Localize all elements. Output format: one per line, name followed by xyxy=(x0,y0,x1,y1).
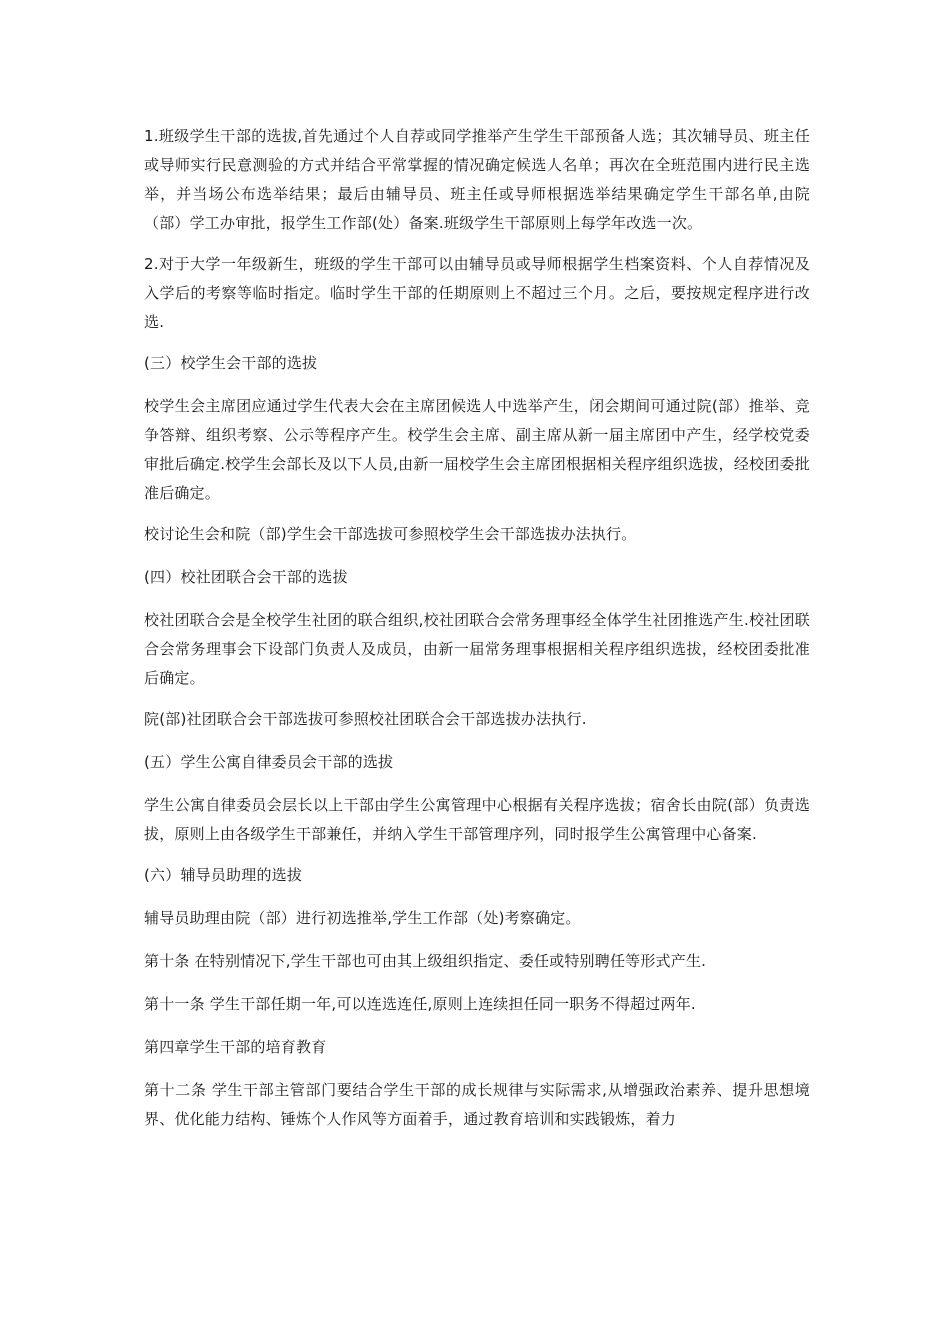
paragraph-club-federation: 校社团联合会是全校学生社团的联合组织,校社团联合会常务理事经全体学生社团推选产生.校社团联合会常务理事会下设部门负责人及成员，由新一届常务理事根据相关程序组织选拔，经校团委批准后确定。 xyxy=(144,611,810,687)
paragraph-department-club-reference: 院(部)社团联合会干部选拔可参照校社团联合会干部选拔办法执行. xyxy=(144,710,587,728)
document-body xyxy=(144,122,810,1146)
article-eleven: 第十一条 学生干部任期一年,可以连选连任,原则上连续担任同一职务不得超过两年. xyxy=(144,995,696,1013)
paragraph-student-union-presidium: 校学生会主席团应通过学生代表大会在主席团候选人中选举产生，闭会期间可通过院(部）推举、竞争答辩、组织考察、公示等程序产生。校学生会主席、副主席从新一届主席团中产生，经学校党委审批后确定.校学生会部长及以下人员,由新一届校学生会主席团根据相关程序组织选拔，经校团委批准后确定。 xyxy=(144,397,810,502)
paragraph-class-cadre-selection: 1.班级学生干部的选拔,首先通过个人自荐或同学推举产生学生干部预备人选；其次辅导员、班主任或导师实行民意测验的方式并结合平常掌握的情况确定候选人名单；再次在全班范围内进行民主选举，并当场公布选举结果；最后由辅导员、班主任或导师根据选举结果确定学生干部名单,由院（部）学工办审批，报学生工作部(处）备案.班级学生干部原则上每学年改选一次。 xyxy=(144,127,810,232)
heading-club-federation-selection: (四）校社团联合会干部的选拔 xyxy=(144,568,348,586)
paragraph-counselor-assistant: 辅导员助理由院（部）进行初选推举,学生工作部（处)考察确定。 xyxy=(144,909,581,927)
article-twelve: 第十二条 学生干部主管部门要结合学生干部的成长规律与实际需求,从增强政治素养、提升思想境界、优化能力结构、锤炼个人作风等方面着手，通过教育培训和实践锻炼，着力 xyxy=(144,1081,810,1128)
paragraph-department-union-reference: 校讨论生会和院（部)学生会干部选拔可参照校学生会干部选拔办法执行。 xyxy=(144,525,637,543)
heading-student-union-selection: (三）校学生会干部的选拔 xyxy=(144,354,318,372)
paragraph-freshman-cadres: 2.对于大学一年级新生，班级的学生干部可以由辅导员或导师根据学生档案资料、个人自荐情况及入学后的考察等临时指定。临时学生干部的任期原则上不超过三个月。之后，要按规定程序进行改选. xyxy=(144,255,810,331)
paragraph-dormitory-committee: 学生公寓自律委员会层长以上干部由学生公寓管理中心根据有关程序选拔；宿舍长由院(部）负责选拔，原则上由各级学生干部兼任，并纳入学生干部管理序列，同时报学生公寓管理中心备案. xyxy=(144,796,810,843)
heading-counselor-assistant-selection: (六）辅导员助理的选拔 xyxy=(144,866,303,884)
chapter-four-heading: 第四章学生干部的培育教育 xyxy=(144,1038,327,1056)
article-ten: 第十条 在特别情况下,学生干部也可由其上级组织指定、委任或特别聘任等形式产生. xyxy=(144,952,707,970)
heading-dormitory-committee-selection: (五）学生公寓自律委员会干部的选拔 xyxy=(144,753,394,771)
